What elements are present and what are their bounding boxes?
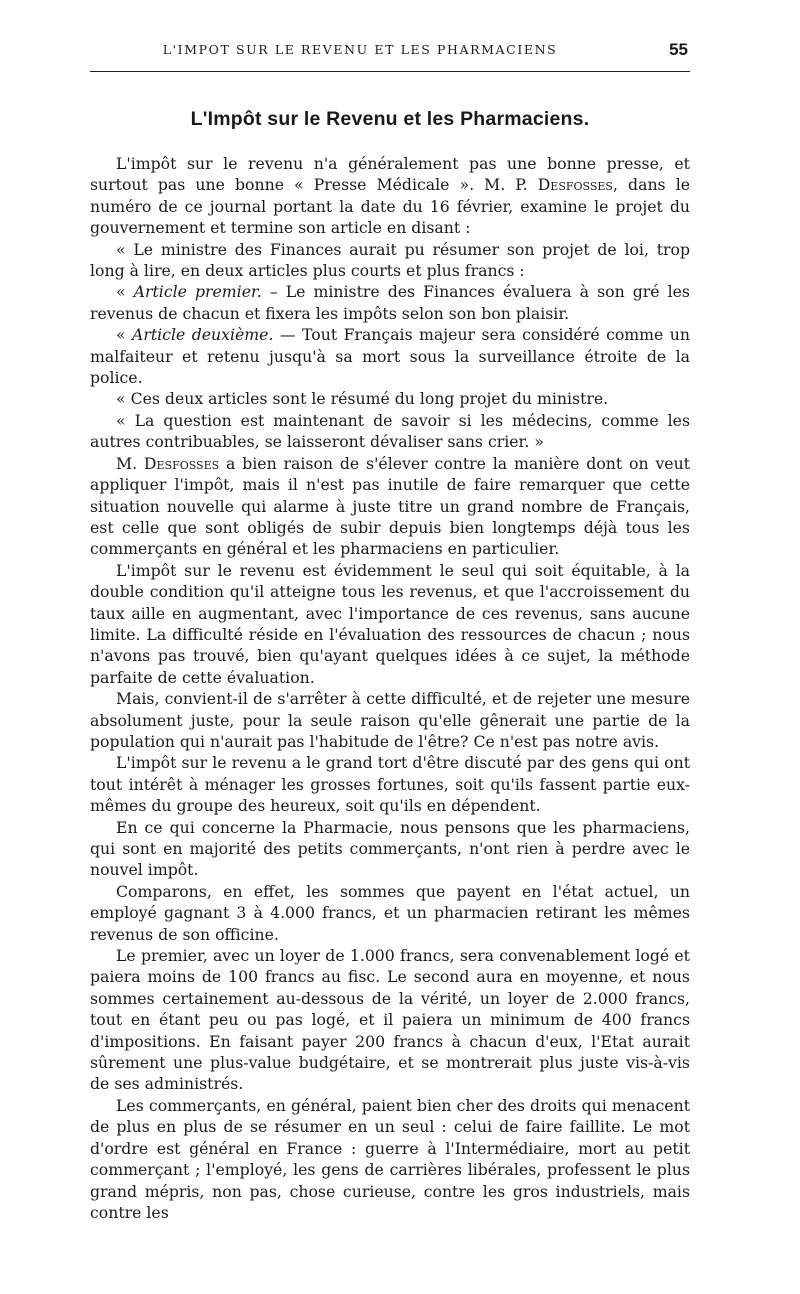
paragraph-3: « Article premier. – Le ministre des Finances évaluera à son gré les revenus de chacun et fixera les impôts selon son bon plaisir. (90, 282, 690, 323)
paragraph-4: « Article deuxième. — Tout Français majeur sera considéré comme un malfaiteur et retenu jusqu'à sa mort sous la surveillance étroite de la police. (90, 325, 690, 388)
paragraph-13: Le premier, avec un loyer de 1.000 francs, sera convenablement logé et paiera moins de 100 francs au fisc. Le second aura en moyenne, et nous sommes certainement au-dessous de la vérité, un loyer de 2.000 francs, tout en étant peu ou pas logé, et il paiera un minimum de 400 francs d'impositions. En faisant payer 200 francs à chacun d'eux, l'Etat aurait sûrement une plus-value budgétaire, et se montrerait plus juste vis-à-vis de ses administrés. (90, 946, 690, 1094)
paragraph-14: Les commerçants, en général, paient bien cher des droits qui menacent de plus en plus de se résumer en un seul : celui de faire faillite. Le mot d'ordre est général en France : guerre à l'Intermédiaire, mort au petit commerçant ; l'employé, les gens de carrières libérales, professent le plus grand mépris, non pas, chose curieuse, contre les gros industriels, mais contre les (90, 1095, 690, 1222)
paragraph-8: L'impôt sur le revenu est évidemment le seul qui soit équitable, à la double condition qu'il atteigne tous les revenus, et que l'accroissement du taux aille en augmentant, avec l'importance de ces revenus, sans aucune limite. La difficulté réside en l'évaluation des ressources de chacun ; nous n'avons pas trouvé, bien qu'ayant quelques idées à ce sujet, la méthode parfaite de cette évaluation. (90, 560, 690, 687)
author-name: Desfosses (537, 175, 613, 195)
article-body (90, 153, 690, 1223)
running-head (90, 36, 690, 76)
paragraph-7: M. Desfosses a bien raison de s'élever contre la manière dont on veut appliquer l'impôt, mais il n'est pas inutile de faire remarquer que cette situation nouvelle qui alarme à juste titre un grand nombre de Français, est celle que sont obligés de subir depuis bien longtemps déjà tous les commerçants en général et les pharmaciens en particulier. (90, 453, 690, 559)
article-label: Article premier. (133, 282, 262, 302)
paragraph-12: Comparons, en effet, les sommes que payent en l'état actuel, un employé gagnant 3 à 4.000 francs, et un pharmacien retirant les mêmes revenus de son officine. (90, 881, 690, 944)
author-name: Desfosses (143, 453, 220, 473)
page-number: 55 (669, 40, 688, 59)
paragraph-5: « Ces deux articles sont le résumé du long projet du ministre. (116, 389, 609, 409)
article-label: Article deuxième. (132, 325, 274, 345)
paragraph-9: Mais, convient-il de s'arrêter à cette difficulté, et de rejeter une mesure absolument juste, pour la seule raison qu'elle gênerait une partie de la population qui n'aurait pas l'habitude de l'être? Ce n'est pas notre avis. (90, 689, 690, 751)
paragraph-6: « La question est maintenant de savoir si les médecins, comme les autres contribuables, se laisseront dévaliser sans crier. » (90, 410, 690, 452)
paragraph-10: L'impôt sur le revenu a le grand tort d'être discuté par des gens qui ont tout intérêt à ménager les grosses fortunes, soit qu'ils fassent partie eux-mêmes du groupe des heureux, soit qu'ils en dépendent. (90, 753, 690, 816)
paragraph-2: « Le ministre des Finances aurait pu résumer son projet de loi, trop long à lire, en deux articles plus courts et plus francs : (90, 239, 690, 281)
running-title: L'IMPOT SUR LE REVENU ET LES PHARMACIENS (162, 42, 558, 57)
paragraph-11: En ce qui concerne la Pharmacie, nous pensons que les pharmaciens, qui sont en majorité des petits commerçants, n'ont rien à perdre avec le nouvel impôt. (90, 817, 690, 880)
paragraph-1: L'impôt sur le revenu n'a généralement pas une bonne presse, et surtout pas une bonne « Presse Médicale ». M. P. Desfosses, dans le numéro de ce journal portant la date du 16 février, examine le projet du gouvernement et termine son article en disant : (90, 154, 690, 238)
article-title: L'Impôt sur le Revenu et les Pharmaciens. (190, 108, 590, 130)
header-rule (90, 71, 690, 72)
